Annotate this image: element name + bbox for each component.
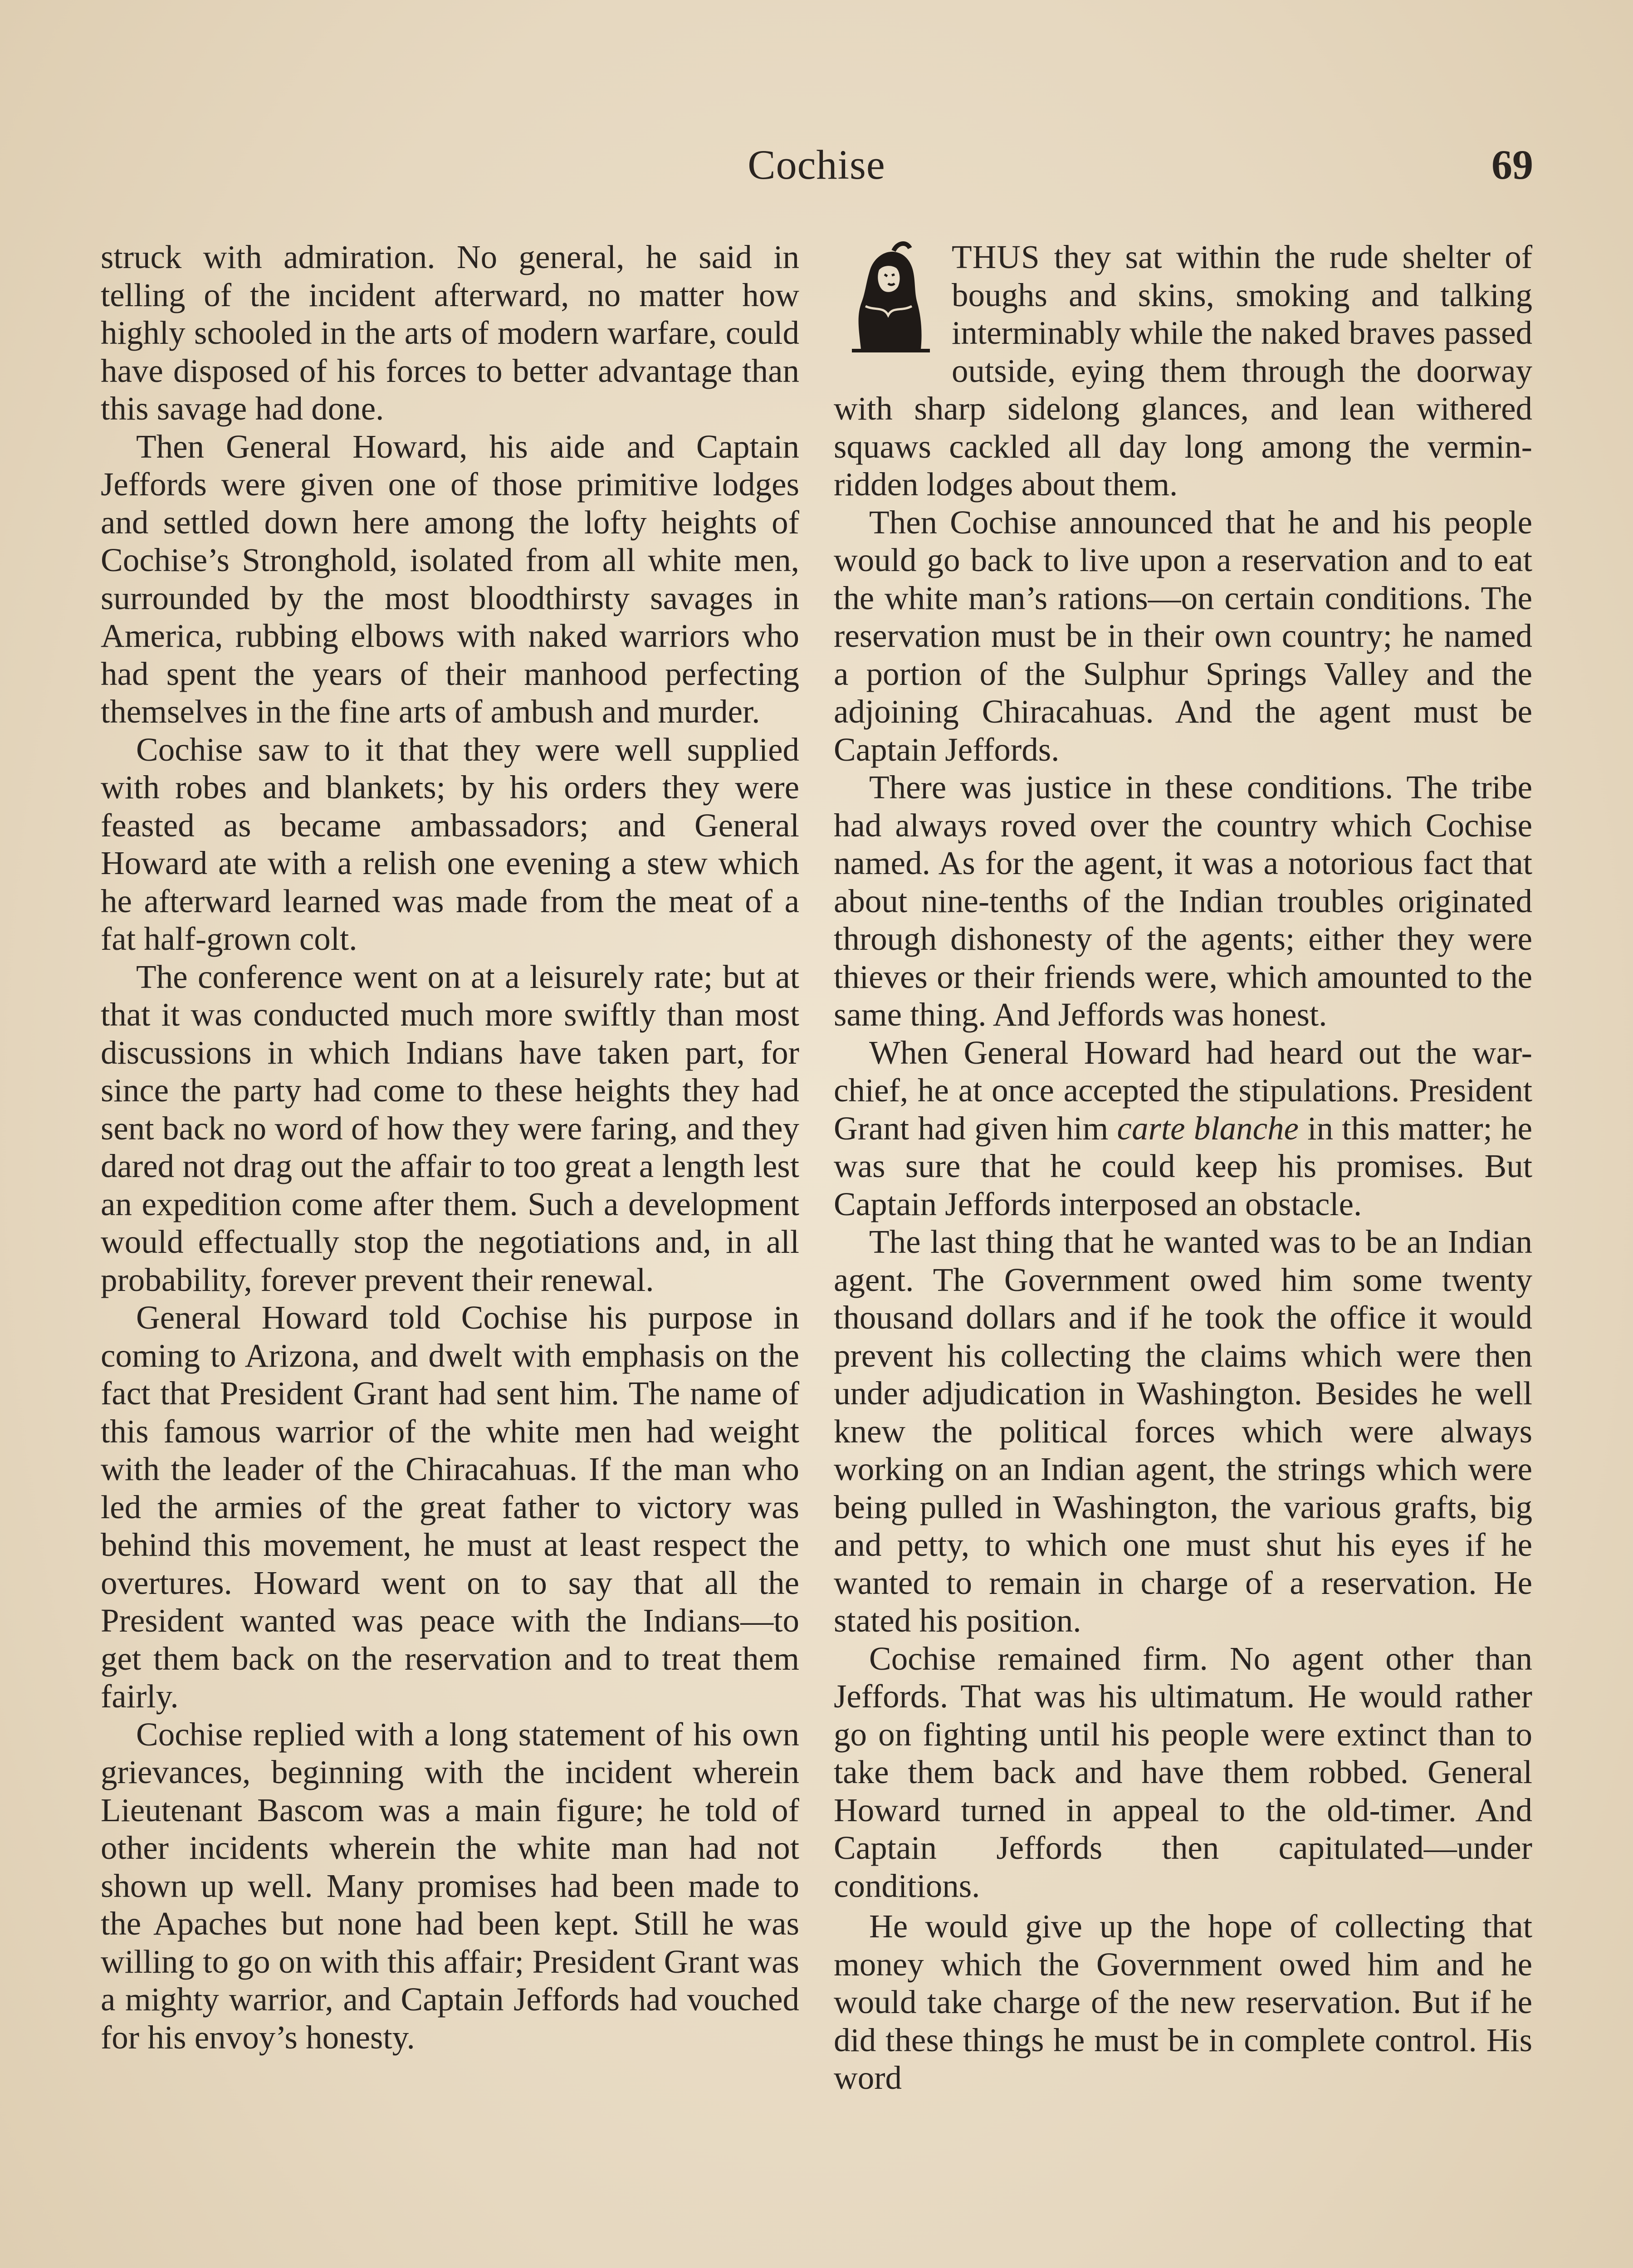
page-header	[0, 141, 1633, 204]
running-title: Cochise	[748, 142, 885, 188]
page-number: 69	[1491, 142, 1533, 188]
paragraph: Cochise saw to it that they were well supplied with robes and blankets; by his orders they were feasted as became ambassadors; and General Howard ate with a relish one evening a stew which he afterward learned was made from the meat of a fat half-grown colt.	[101, 731, 799, 957]
paragraph: The last thing that he wanted was to be an Indian agent. The Government owed him some twenty thousand dollars and if he took the office it would prevent his collecting the claims which were then under adjudication in Washington. Besides he well knew the political forces which were always working on an Indian agent, the strings which were being pulled in Washington, the various grafts, big and petty, to which one must shut his eyes if he wanted to remain in charge of a reservation. He stated his position.	[834, 1223, 1532, 1639]
paragraph-text: in this matter; he was sure that he could keep his promises. But Captain Jeffords interposed an obstacle.	[834, 1110, 1532, 1222]
paragraph: He would give up the hope of collecting that money which the Government owed him and he would take charge of the new reservation. But if he did these things he must be in complete control. His word	[834, 1908, 1532, 2096]
italic-phrase: carte blanche	[1117, 1110, 1299, 1147]
paragraph-text: When General Howard had heard out the war-chief, he at once accepted the stipulations. President Grant had given him	[834, 1034, 1532, 1147]
paragraph: Cochise replied with a long statement of his own grievances, beginning with the incident wherein Lieutenant Bascom was a main figure; he told of other incidents wherein the white man had not shown up well. Many promises had been made to the Apaches but none had been kept. Still he was willing to go on with this affair; President Grant was a mighty warrior, and Captain Jeffords had vouched for his envoy’s honesty.	[101, 1716, 799, 2056]
paragraph	[834, 1034, 1532, 1223]
paragraph-opening	[834, 238, 1532, 503]
apache-figure-icon	[834, 238, 943, 354]
paragraph: struck with admiration. No general, he said in telling of the incident afterward, no matter how highly schooled in the arts of modern warfare, could have disposed of his forces to better advantage than this savage had done.	[101, 239, 799, 427]
paragraph: Then Cochise announced that he and his people would go back to live upon a reservation and to eat the white man’s rations—on certain conditions. The reservation must be in their own country; he named a portion of the Sulphur Springs Valley and the adjoining Chiracahuas. And the agent must be Captain Jeffords.	[834, 503, 1532, 768]
left-column	[101, 238, 799, 2056]
paragraph-text: they sat within the rude shelter of boughs and skins, smoking and talking interminably while the naked braves passed outside, eying them through the doorway with sharp sidelong glances, and lean withered squaws cackled all day long among the vermin-ridden lodges about them.	[834, 239, 1532, 503]
paragraph: The conference went on at a leisurely rate; but at that it was conducted much more swiftly than most discussions in which Indians have taken part, for since the party had come to these heights they had sent back no word of how they were faring, and they dared not drag out the affair to too great a length lest an expedition come after them. Such a development would effectually stop the negotiations and, in all probability, forever prevent their renewal.	[101, 958, 799, 1298]
paragraph: General Howard told Cochise his purpose in coming to Arizona, and dwelt with emphasis on the fact that President Grant had sent him. The name of this famous warrior of the white men had weight with the leader of the Chiracahuas. If the man who led the armies of the great father to victory was behind this movement, he must at least respect the overtures. Howard went on to say that all the President wanted was peace with the Indians—to get them back on the reservation and to treat them fairly.	[101, 1299, 799, 1715]
paragraph: Cochise remained firm. No agent other than Jeffords. That was his ultimatum. He would rather go on fighting until his people were extinct than to take them back and have them robbed. General Howard turned in appeal to the old-timer. And Captain Jeffords then capitulated—under conditions.	[834, 1640, 1532, 1904]
paragraph: Then General Howard, his aide and Captain Jeffords were given one of those primitive lodges and settled down here among the lofty heights of Cochise’s Stronghold, isolated from all white men, surrounded by the most bloodthirsty savages in America, rubbing elbows with naked warriors who had spent the years of their manhood perfecting themselves in the fine arts of ambush and murder.	[101, 428, 799, 730]
paragraph: There was justice in these conditions. The tribe had always roved over the country which Cochise named. As for the agent, it was a notorious fact that about nine-tenths of the Indian troubles originated through dishonesty of the agents; either they were thieves or their friends were, which amounted to the same thing. And Jeffords was honest.	[834, 769, 1532, 1033]
lead-word: THUS	[952, 239, 1040, 275]
right-column	[834, 238, 1532, 2097]
drop-cap-ornament	[834, 238, 943, 354]
